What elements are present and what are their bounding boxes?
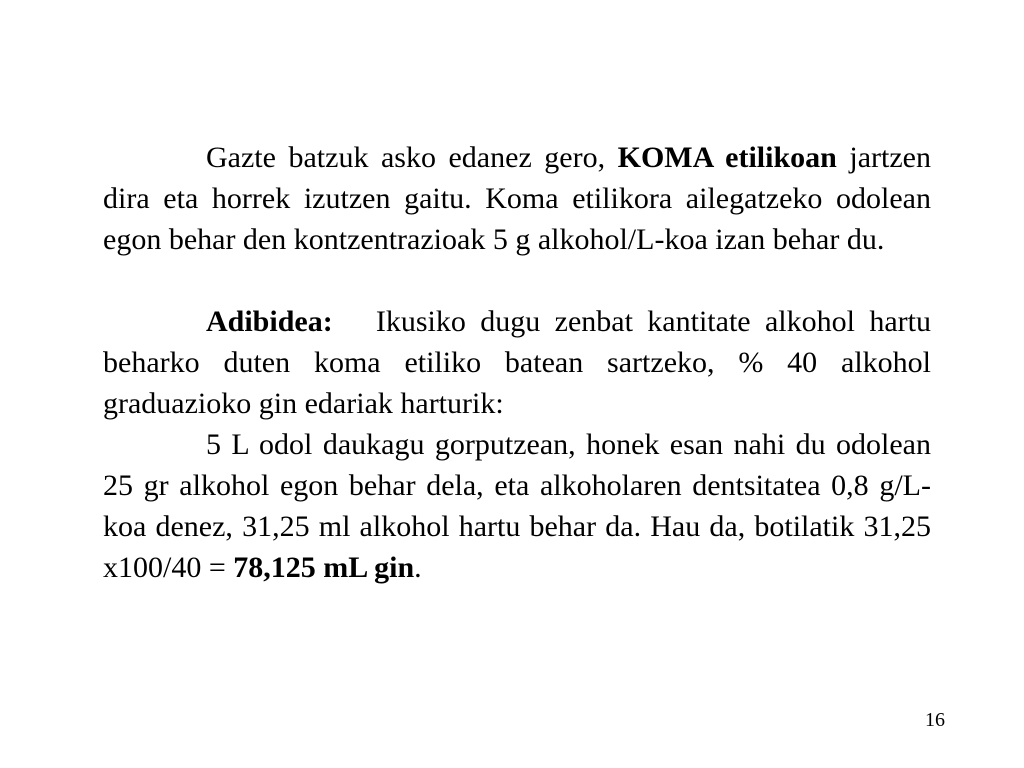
page-number: 16 <box>925 709 945 731</box>
paragraph-adibidea <box>103 301 939 424</box>
paragraph2-text: Ikusiko dugu zenbat kantitate alkohol hartu beharko duten koma etiliko batean sartzeko, % 40 alkohol graduazioko gin edariak harturik: <box>103 305 939 420</box>
paragraph3-text-a: 5 L odol daukagu gorputzean, honek esan nahi du odolean 25 gr alkohol egon behar dela, eta alkoholaren dentsitatea 0,8 g/L-koa denez, 31,25 ml alkohol hartu behar da. Hau da, botilatik 31,25 x100/40 = <box>103 428 931 584</box>
slide-body <box>103 137 939 588</box>
koma-etilikoan-bold: KOMA etilikoan <box>617 141 837 174</box>
paragraph-koma-etilikoa <box>103 137 931 260</box>
result-bold: 78,125 mL gin <box>233 551 415 584</box>
paragraph3-text-b: . <box>414 551 422 584</box>
paragraph-calculation <box>103 424 931 588</box>
adibidea-label: Adibidea: <box>206 305 333 338</box>
paragraph1-text-a: Gazte batzuk asko edanez gero, <box>206 141 618 174</box>
paragraph1-text-b: jartzen dira eta horrek izutzen gaitu. Koma etilikora ailegatzeko odolean egon behar den kontzentrazioak 5 g alkohol/L-koa izan behar du. <box>103 141 931 256</box>
